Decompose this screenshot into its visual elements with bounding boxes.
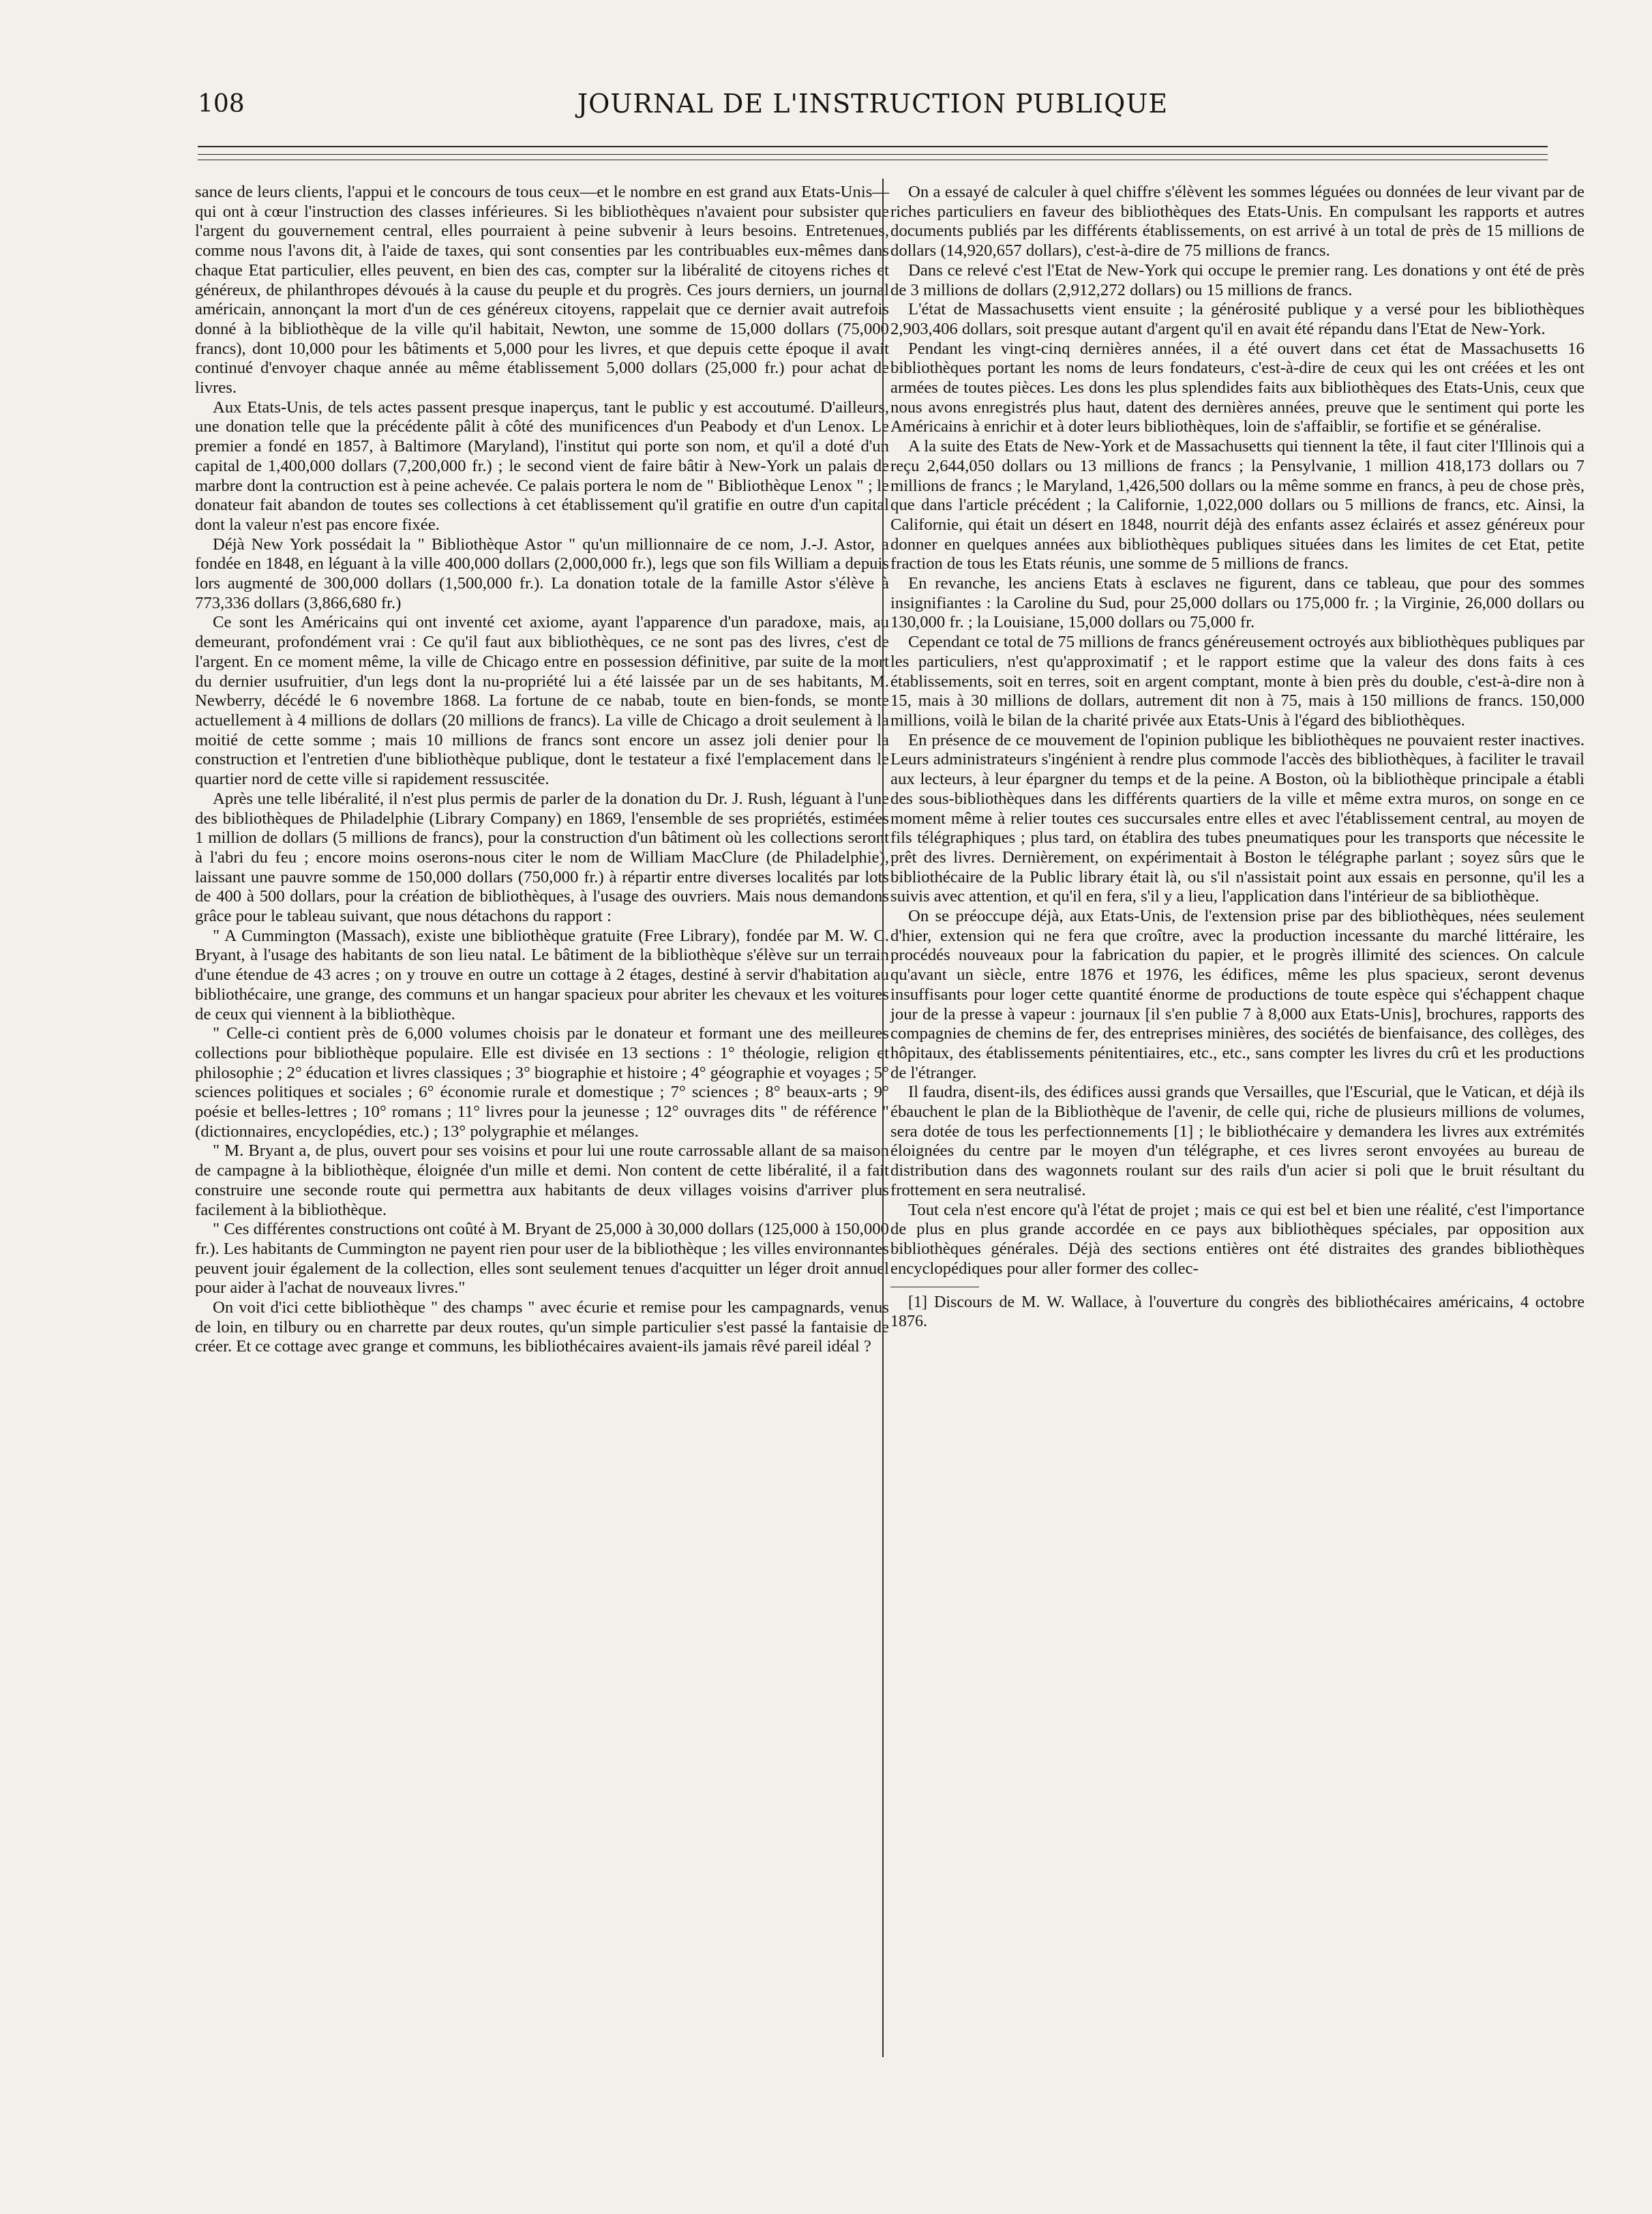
paragraph: On a essayé de calculer à quel chiffre s'élèvent les sommes léguées ou données de leur vivant par de riches particuliers en faveur des bibliothèques des Etats-Unis. En compulsant les rapports et autres documents publiés par les différents établissements, on est arrivé à un total de près de 15 millions de dollars (14,920,657 dollars), c'est-à-dire de 75 millions de francs.	[890, 183, 1585, 260]
paragraph: " M. Bryant a, de plus, ouvert pour ses voisins et pour lui une route carrossable allant de sa maison de campagne à la bibliothèque, éloignée d'un mille et demi. Non content de cette libéralité, il a fait construire une seconde route qui permettra aux habitants de deux villages voisins d'arriver plus facilement à la bibliothèque.	[195, 1141, 889, 1219]
paragraph: Pendant les vingt-cinq dernières années, il a été ouvert dans cet état de Massachusetts 16 bibliothèques portant les noms de leurs fondateurs, c'est-à-dire de ceux qui les ont créées et les ont armées de toutes pièces. Les dons les plus splendides faits aux bibliothèques des Etats-Unis, ceux que nous avons enregistrés plus haut, datent des dernières années, preuve que le sentiment qui porte les Américains à enrichir et à doter leurs bibliothèques, loin de s'affaiblir, se fortifie et se généralise.	[890, 339, 1585, 436]
paragraph: Après une telle libéralité, il n'est plus permis de parler de la donation du Dr. J. Rush, léguant à l'une des bibliothèques de Philadelphie (Library Company) en 1869, l'ensemble de ses propriétés, estimées 1 million de dollars (5 millions de francs), pour la construction d'un bâtiment où les collections seront à l'abri du feu ; encore moins oserons-nous citer le nom de William MacClure (de Philadelphie), laissant une pauvre somme de 150,000 dollars (750,000 fr.) à répartir entre diverses localités par lots de 400 à 500 dollars, pour la création de bibliothèques, à l'usage des ouvriers. Mais nous demandons grâce pour le tableau suivant, que nous détachons du rapport :	[195, 789, 889, 926]
footnote-text: [1] Discours de M. W. Wallace, à l'ouverture du congrès des bibliothécaires américains, 4 octobre 1876.	[890, 1293, 1585, 1331]
paragraph: En présence de ce mouvement de l'opinion publique les bibliothèques ne pouvaient rester inactives. Leurs administrateurs s'ingénient à rendre plus commode l'accès des bibliothèques, à faciliter le travail aux lecteurs, à leur épargner du temps et de la peine. A Boston, où la bibliothèque principale a établi des sous-bibliothèques dans les différents quartiers de la ville et même extra muros, on songe en ce moment même à relier toutes ces succursales entre elles et avec l'établissement central, au moyen de fils télégraphiques ; plus tard, on établira des tubes pneumatiques pour les transports que nécessite le prêt des livres. Dernièrement, on expérimentait à Boston le télégraphe parlant ; soyez sûrs que le bibliothécaire de la Public library était là, ou s'il n'assistait point aux essais en personne, qu'il les a suivis avec attention, et qu'il en fera, s'il y a lieu, l'application dans l'intérieur de sa bibliothèque.	[890, 730, 1585, 906]
page-header	[198, 87, 1548, 128]
paragraph: " Ces différentes constructions ont coûté à M. Bryant de 25,000 à 30,000 dollars (125,000 à 150,000 fr.). Les habitants de Cummington ne payent rien pour user de la bibliothèque ; les villes environnantes peuvent jouir également de la collection, elles sont seulement tenues d'acquitter un léger droit annuel pour aider à l'achat de nouveaux livres."	[195, 1220, 889, 1298]
paragraph: Tout cela n'est encore qu'à l'état de projet ; mais ce qui est bel et bien une réalité, c'est l'importance de plus en plus grande accordée en ce pays aux bibliothèques spéciales, par opposition aux bibliothèques générales. Déjà des sections entières ont été distraites des grandes bibliothèques encyclopédiques pour aller former des collec-	[890, 1200, 1585, 1278]
column-divider	[882, 179, 884, 2057]
paragraph: Cependant ce total de 75 millions de francs généreusement octroyés aux bibliothèques publiques par les particuliers, n'est qu'approximatif ; et le rapport estime que la valeur des dons faits à ces établissements, soit en terres, soit en argent comptant, monte à bien près du double, c'est-à-dire non à 15, mais à 30 millions de dollars, autrement dit non à 75, mais à 150 millions de francs. 150,000 millions, voilà le bilan de la charité privée aux Etats-Unis à l'égard des bibliothèques.	[890, 633, 1585, 730]
paragraph: On voit d'ici cette bibliothèque " des champs " avec écurie et remise pour les campagnards, venus de loin, en tilbury ou en charrette par deux routes, qu'un simple particulier s'est passé la fantaisie de créer. Et ce cottage avec grange et communs, les bibliothécaires avaient-ils jamais rêvé pareil idéal ?	[195, 1298, 889, 1356]
left-column	[195, 183, 889, 1357]
footnote	[890, 1293, 1585, 1331]
paragraph: Dans ce relevé c'est l'Etat de New-York qui occupe le premier rang. Les donations y ont été de près de 3 millions de dollars (2,912,272 dollars) ou 15 millions de francs.	[890, 260, 1585, 299]
paragraph: A la suite des Etats de New-York et de Massachusetts qui tiennent la tête, il faut citer l'Illinois qui a reçu 2,644,050 dollars ou 13 millions de francs ; la Pensylvanie, 1 million 418,173 dollars ou 7 millions de francs ; le Maryland, 1,426,500 dollars ou la même somme en francs, à peu de chose près, que dans l'article précédent ; la Californie, 1,022,000 dollars ou 5 millions de francs, etc. Ainsi, la Californie, qui était un désert en 1848, nourrit déjà des enfants assez éclairés et assez généreux pour donner en quelques années aux bibliothèques publiques situées dans les limites de cet Etat, petite fraction de tous les Etats réunis, une somme de 5 millions de francs.	[890, 437, 1585, 573]
paragraph: Ce sont les Américains qui ont inventé cet axiome, ayant l'apparence d'un paradoxe, mais, au demeurant, profondément vrai : Ce qu'il faut aux bibliothèques, ce ne sont pas des livres, c'est de l'argent. En ce moment même, la ville de Chicago entre en possession définitive, par suite de la mort du dernier usufruitier, d'un legs dont la nu-propriété lui a été laissée par un de ses habitants, M. Newberry, décédé le 6 novembre 1868. La fortune de ce nabab, toute en bien-fonds, se monte actuellement à 4 millions de dollars (20 millions de francs). La ville de Chicago a droit seulement à la moitié de cette somme ; mais 10 millions de francs sont encore un assez joli denier pour la construction et l'entretien d'une bibliothèque publique, dont le testateur a fixé l'emplacement dans le quartier nord de cette ville si rapidement ressuscitée.	[195, 613, 889, 789]
paragraph: En revanche, les anciens Etats à esclaves ne figurent, dans ce tableau, que pour des sommes insignifiantes : la Caroline du Sud, pour 25,000 dollars ou 175,000 fr. ; la Virginie, 26,000 dollars ou 130,000 fr. ; la Louisiane, 15,000 dollars ou 75,000 fr.	[890, 574, 1585, 632]
paragraph: Déjà New York possédait la " Bibliothèque Astor " qu'un millionnaire de ce nom, J.-J. Astor, a fondée en 1848, en léguant à la ville 400,000 dollars (2,000,000 fr.), legs que son fils William a depuis lors augmenté de 300,000 dollars (1,500,000 fr.). La donation totale de la famille Astor s'élève à 773,336 dollars (3,866,680 fr.)	[195, 535, 889, 612]
header-rule	[198, 146, 1548, 147]
paragraph: " Celle-ci contient près de 6,000 volumes choisis par le donateur et formant une des meilleures collections pour bibliothèque populaire. Elle est divisée en 13 sections : 1° théologie, religion et philosophie ; 2° éducation et livres classiques ; 3° biographie et histoire ; 4° géographie et voyages ; 5° sciences politiques et sociales ; 6° économie rurale et domestique ; 7° sciences ; 8° beaux-arts ; 9° poésie et belles-lettres ; 10° romans ; 11° livres pour la jeunesse ; 12° ouvrages dits " de référence " (dictionnaires, encyclopédies, etc.) ; 13° polygraphie et mélanges.	[195, 1024, 889, 1141]
journal-title: JOURNAL DE L'INSTRUCTION PUBLIQUE	[577, 89, 1169, 119]
paragraph: On se préoccupe déjà, aux Etats-Unis, de l'extension prise par des bibliothèques, nées seulement d'hier, extension qui ne fera que croître, avec la production incessante du marché littéraire, les procédés nouveaux pour la fabrication du papier, et le progrès illimité des sciences. On calcule qu'avant un siècle, entre 1876 et 1976, les édifices, même les plus spacieux, seront devenus insuffisants pour loger cette quantité énorme de productions de toute espèce qui s'échappent chaque jour de la presse à vapeur : journaux [il s'en publie 7 à 8,000 aux Etats-Unis], brochures, rapports des compagnies de chemins de fer, des entreprises minières, des sociétés de bienfaisance, des collèges, des hôpitaux, des établissements pénitentiaires, etc., etc., sans compter les livres du crû et les productions de l'étranger.	[890, 907, 1585, 1082]
paragraph: L'état de Massachusetts vient ensuite ; la générosité publique y a versé pour les bibliothèques 2,903,406 dollars, soit presque autant d'argent qu'il en avait été répandu dans l'Etat de New-York.	[890, 300, 1585, 338]
paragraph: " A Cummington (Massach), existe une bibliothèque gratuite (Free Library), fondée par M. W. C. Bryant, à l'usage des habitants de son lieu natal. Le bâtiment de la bibliothèque s'élève sur un terrain d'une étendue de 43 acres ; on y trouve en outre un cottage à 2 étages, destiné à servir d'habitation au bibliothécaire, une grange, des communs et un hangar spacieux pour abriter les chevaux et les voitures de ceux qui viennent à la bibliothèque.	[195, 926, 889, 1023]
right-column	[890, 183, 1585, 1331]
paragraph: sance de leurs clients, l'appui et le concours de tous ceux—et le nombre en est grand aux Etats-Unis—qui ont à cœur l'instruction des classes inférieures. Si les bibliothèques n'avaient pour subsister que l'argent du gouvernement central, elles pourraient à peine subvenir à leurs besoins. Entretenues, comme nous l'avons dit, à l'aide de taxes, qui sont consenties par les contribuables eux-mêmes dans chaque Etat particulier, elles peuvent, en bien des cas, compter sur la libéralité de citoyens riches et généreux, de philanthropes dévoués à la cause du peuple et du progrès. Ces jours derniers, un journal américain, annonçant la mort d'un de ces généreux citoyens, rappelait que ce dernier avait autrefois donné à la bibliothèque de la ville qu'il habitait, Newton, une somme de 15,000 dollars (75,000 francs), dont 10,000 pour les bâtiments et 5,000 pour les livres, et que depuis cette époque il avait continué d'envoyer chaque année au même établissement 5,000 dollars (25,000 fr.) pour achat de livres.	[195, 183, 889, 398]
paragraph: Aux Etats-Unis, de tels actes passent presque inaperçus, tant le public y est accoutumé. D'ailleurs, une donation telle que la précédente pâlit à côté des munificences d'un Peabody et d'un Lenox. Le premier a fondé en 1857, à Baltimore (Maryland), l'institut qui porte son nom, et qu'il a doté d'un capital de 1,400,000 dollars (7,200,000 fr.) ; le second vient de faire bâtir à New-York un palais de marbre dont la contruction est à peine achevée. Ce palais portera le nom de " Bibliothèque Lenox " ; le donateur fait abandon de toutes ses collections à cet établissement qu'il gratifie en outre d'un capital dont la valeur n'est pas encore fixée.	[195, 398, 889, 534]
header-rule-thin	[198, 154, 1548, 155]
page-number: 108	[198, 90, 245, 118]
paragraph: Il faudra, disent-ils, des édifices aussi grands que Versailles, que l'Escurial, que le Vatican, et déjà ils ébauchent le plan de la Bibliothèque de l'avenir, de celle qui, riche de plusieurs millions de volumes, sera dotée de tous les perfectionnements [1] ; le bibliothécaire y demandera les livres aux extrémités éloignées du centre par le moyen d'un télégraphe, et ces livres seront envoyées au bureau de distribution dans des wagonnets roulant sur des rails d'un acier si poli que le bruit résultant du frottement en sera neutralisé.	[890, 1083, 1585, 1199]
